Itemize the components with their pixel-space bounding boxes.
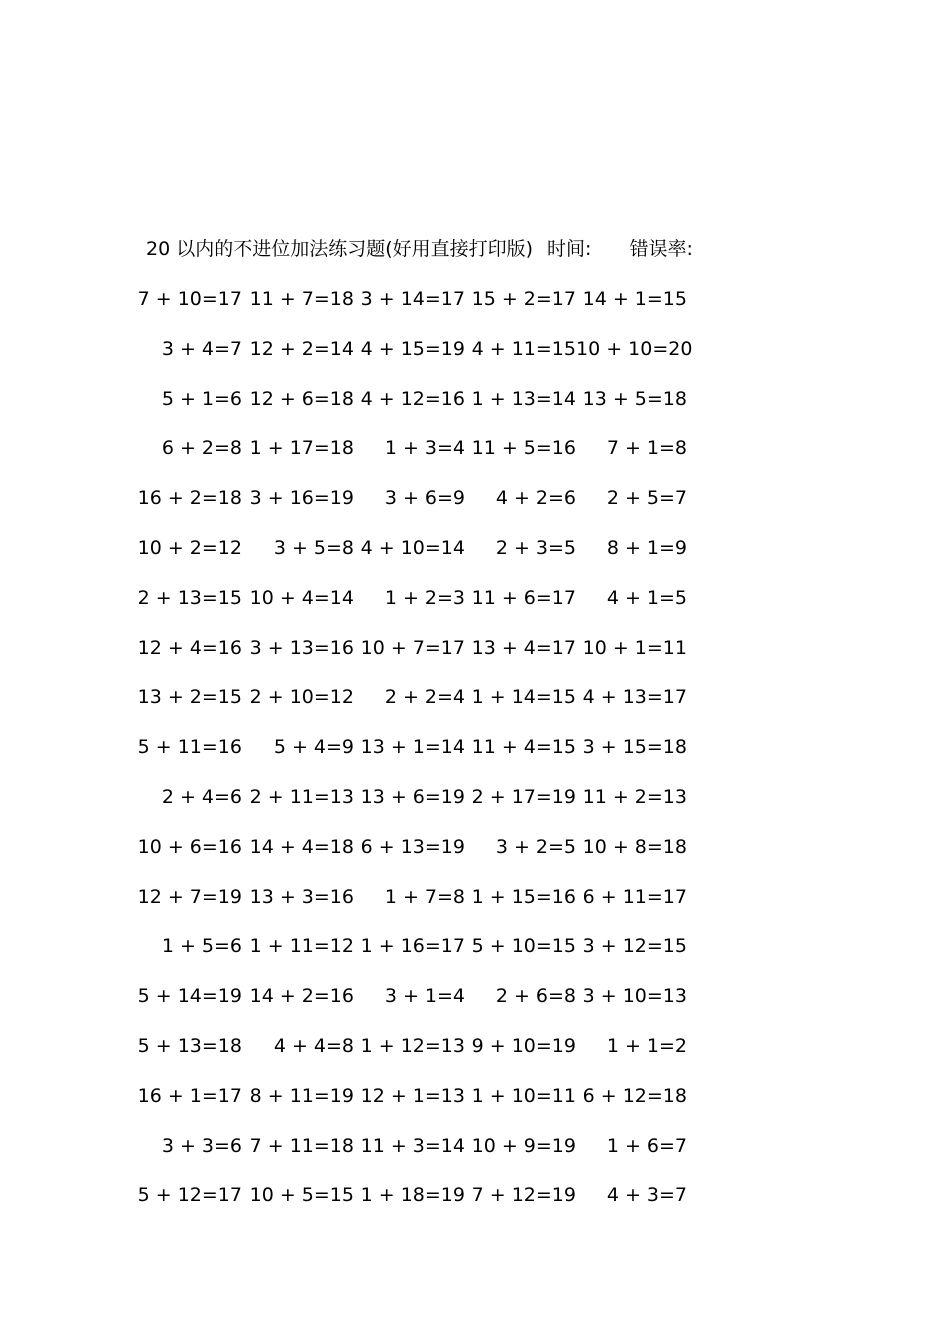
equation-cell: 1 + 15=16 bbox=[471, 885, 576, 908]
equation-cell: 12 + 6=18 bbox=[249, 387, 354, 410]
equation-cell: 16 + 2=18 bbox=[137, 487, 242, 510]
equation-cell: 6 + 13=19 bbox=[360, 835, 465, 858]
equation-cell: 5 + 1=6 bbox=[161, 387, 242, 410]
equation-cell: 4 + 12=16 bbox=[360, 387, 465, 410]
equation-cell: 3 + 5=8 bbox=[273, 536, 354, 559]
equation-cell: 4 + 11=15 bbox=[471, 337, 576, 360]
equation-cell: 2 + 5=7 bbox=[606, 487, 687, 510]
equation-cell: 3 + 13=16 bbox=[249, 636, 354, 659]
equation-cell: 8 + 11=19 bbox=[249, 1084, 354, 1107]
equation-cell: 2 + 11=13 bbox=[249, 785, 354, 808]
equation-cell: 3 + 16=19 bbox=[249, 487, 354, 510]
equation-cell: 1 + 10=11 bbox=[471, 1084, 576, 1107]
equation-cell: 14 + 1=15 bbox=[582, 288, 687, 310]
equation-cell: 5 + 11=16 bbox=[137, 736, 242, 759]
equation-cell: 6 + 2=8 bbox=[161, 437, 242, 460]
equation-cell: 10 + 9=19 bbox=[471, 1134, 576, 1157]
error-rate-label: 错误率: bbox=[629, 238, 693, 260]
equation-cell: 5 + 12=17 bbox=[137, 1184, 242, 1207]
equation-cell: 10 + 1=11 bbox=[582, 636, 687, 659]
equation-cell: 1 + 18=19 bbox=[360, 1184, 465, 1207]
equation-cell: 2 + 4=6 bbox=[161, 785, 242, 808]
equation-cell: 5 + 10=15 bbox=[471, 935, 576, 958]
equation-cell: 10 + 4=14 bbox=[249, 586, 354, 609]
equation-cell: 1 + 1=2 bbox=[606, 1034, 687, 1057]
title-text: 20 以内的不进位加法练习题(好用直接打印版) bbox=[146, 238, 534, 260]
equation-cell: 13 + 6=19 bbox=[360, 785, 465, 808]
equation-cell: 4 + 3=7 bbox=[606, 1184, 687, 1207]
equation-cell: 3 + 2=5 bbox=[495, 835, 576, 858]
equation-cell: 2 + 6=8 bbox=[495, 985, 576, 1008]
equation-cell: 2 + 3=5 bbox=[495, 536, 576, 559]
equation-cell: 1 + 2=3 bbox=[384, 586, 465, 609]
equation-cell: 11 + 3=14 bbox=[360, 1134, 465, 1157]
equation-cell: 14 + 2=16 bbox=[249, 985, 354, 1008]
equation-cell: 13 + 4=17 bbox=[471, 636, 576, 659]
equation-cell: 13 + 5=18 bbox=[582, 387, 687, 410]
equation-cell: 2 + 13=15 bbox=[137, 586, 242, 609]
worksheet-title bbox=[146, 236, 693, 262]
equation-cell: 11 + 5=16 bbox=[471, 437, 576, 460]
equation-cell: 9 + 10=19 bbox=[471, 1034, 576, 1057]
equation-cell: 11 + 4=15 bbox=[471, 736, 576, 759]
equation-cell: 6 + 12=18 bbox=[582, 1084, 687, 1107]
equation-cell: 13 + 2=15 bbox=[137, 686, 242, 709]
equation-cell: 3 + 4=7 bbox=[161, 337, 242, 360]
equation-cell: 16 + 1=17 bbox=[137, 1084, 242, 1107]
equation-cell: 13 + 1=14 bbox=[360, 736, 465, 759]
equation-cell: 2 + 17=19 bbox=[471, 785, 576, 808]
equation-cell: 4 + 15=19 bbox=[360, 337, 465, 360]
equation-cell: 2 + 2=4 bbox=[384, 686, 465, 709]
equation-cell: 14 + 4=18 bbox=[249, 835, 354, 858]
equation-cell: 5 + 14=19 bbox=[137, 985, 242, 1008]
equation-cell: 7 + 10=17 bbox=[137, 288, 242, 310]
equation-cell: 4 + 4=8 bbox=[273, 1034, 354, 1057]
equation-cell: 3 + 12=15 bbox=[582, 935, 687, 958]
equation-cell: 12 + 4=16 bbox=[137, 636, 242, 659]
equation-cell: 1 + 12=13 bbox=[360, 1034, 465, 1057]
equation-cell: 1 + 5=6 bbox=[161, 935, 242, 958]
equation-cell: 10 + 10=20 bbox=[576, 337, 693, 360]
equation-cell: 4 + 13=17 bbox=[582, 686, 687, 709]
equation-cell: 3 + 14=17 bbox=[360, 288, 465, 310]
equation-cell: 4 + 1=5 bbox=[606, 586, 687, 609]
equation-cell: 4 + 2=6 bbox=[495, 487, 576, 510]
equation-cell: 1 + 17=18 bbox=[249, 437, 354, 460]
equation-cell: 10 + 7=17 bbox=[360, 636, 465, 659]
equation-cell: 3 + 6=9 bbox=[384, 487, 465, 510]
equation-cell: 1 + 13=14 bbox=[471, 387, 576, 410]
equation-cell: 1 + 14=15 bbox=[471, 686, 576, 709]
equation-cell: 10 + 5=15 bbox=[249, 1184, 354, 1207]
equation-cell: 13 + 3=16 bbox=[249, 885, 354, 908]
equation-cell: 7 + 12=19 bbox=[471, 1184, 576, 1207]
equation-cell: 7 + 11=18 bbox=[249, 1134, 354, 1157]
equation-cell: 15 + 2=17 bbox=[471, 288, 576, 310]
equation-cell: 5 + 13=18 bbox=[137, 1034, 242, 1057]
equation-cell: 5 + 4=9 bbox=[273, 736, 354, 759]
equation-cell: 1 + 11=12 bbox=[249, 935, 354, 958]
equation-cell: 10 + 6=16 bbox=[137, 835, 242, 858]
time-label: 时间: bbox=[547, 238, 592, 260]
equation-cell: 10 + 8=18 bbox=[582, 835, 687, 858]
equation-cell: 1 + 16=17 bbox=[360, 935, 465, 958]
equation-cell: 8 + 1=9 bbox=[606, 536, 687, 559]
equation-cell: 3 + 10=13 bbox=[582, 985, 687, 1008]
equation-cell: 3 + 15=18 bbox=[582, 736, 687, 759]
equation-cell: 2 + 10=12 bbox=[249, 686, 354, 709]
equation-cell: 1 + 3=4 bbox=[384, 437, 465, 460]
equation-cell: 1 + 7=8 bbox=[384, 885, 465, 908]
equation-cell: 6 + 11=17 bbox=[582, 885, 687, 908]
equation-cell: 3 + 1=4 bbox=[384, 985, 465, 1008]
equation-cell: 11 + 2=13 bbox=[582, 785, 687, 808]
equation-cell: 7 + 1=8 bbox=[606, 437, 687, 460]
equation-cell: 3 + 3=6 bbox=[161, 1134, 242, 1157]
equation-cell: 11 + 6=17 bbox=[471, 586, 576, 609]
equation-cell: 12 + 2=14 bbox=[249, 337, 354, 360]
equation-cell: 4 + 10=14 bbox=[360, 536, 465, 559]
equation-cell: 12 + 1=13 bbox=[360, 1084, 465, 1107]
equation-cell: 11 + 7=18 bbox=[249, 288, 354, 310]
equation-cell: 12 + 7=19 bbox=[137, 885, 242, 908]
equation-cell: 1 + 6=7 bbox=[606, 1134, 687, 1157]
equation-cell: 10 + 2=12 bbox=[137, 536, 242, 559]
